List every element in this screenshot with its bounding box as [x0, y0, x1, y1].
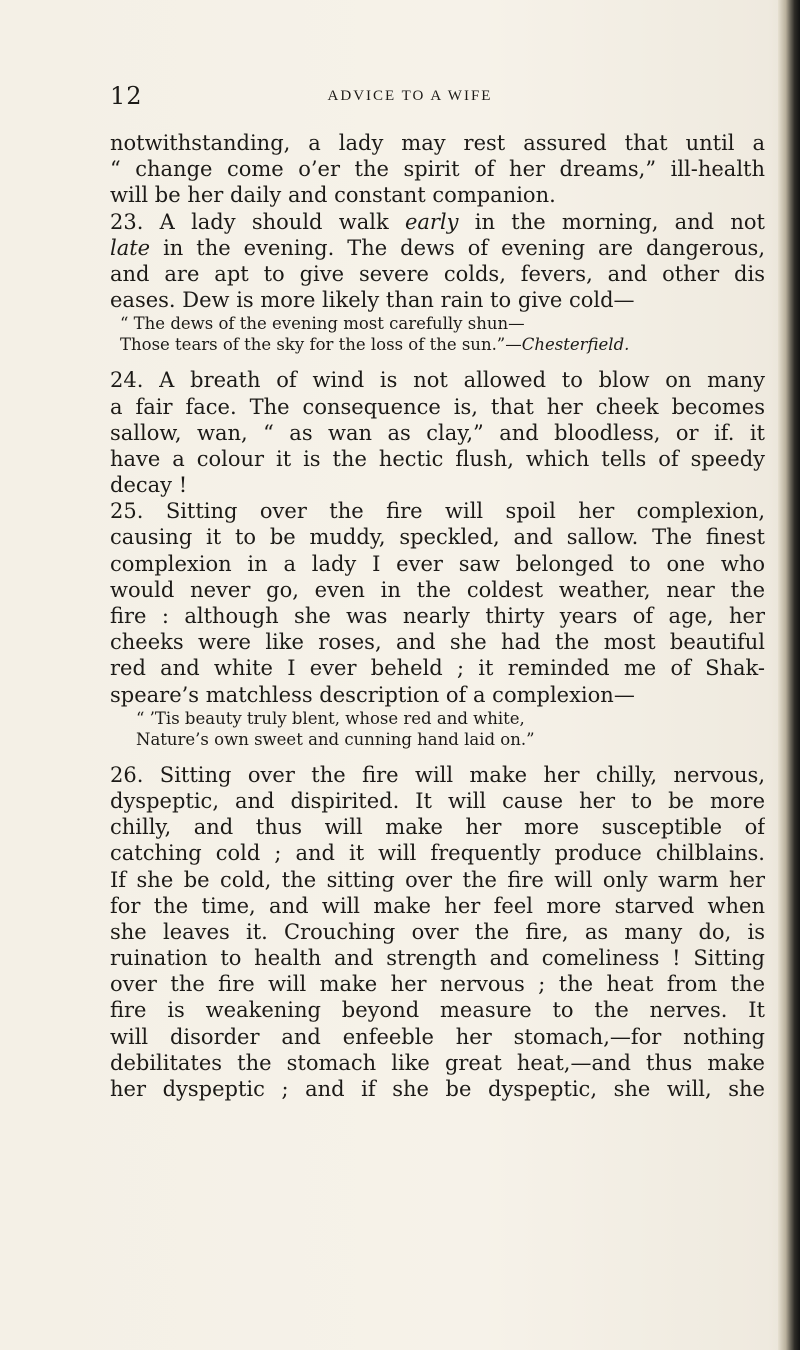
paragraph-23-line: late in the evening. The dews of evening are dangerous,: [110, 235, 765, 260]
paragraph-26-line: debilitates the stomach like great heat,—and thus make: [110, 1050, 765, 1075]
text-line: “ change come o’er the spirit of her dreams,” ill-health: [110, 157, 765, 182]
paragraph-24-line: a fair face. The consequence is, that her cheek becomes: [110, 394, 765, 419]
paragraph-25-line: speare’s matchless description of a complexion—: [110, 682, 635, 707]
paragraph-26-line: If she be cold, the sitting over the fire will only warm her: [110, 867, 765, 892]
paragraph-25-line: fire : although she was nearly thirty years of age, her: [110, 604, 765, 628]
paragraph-26-line: her dyspeptic ; and if she be dyspeptic, she will, she: [110, 1077, 765, 1101]
paragraph-26-line: will disorder and enfeeble her stomach,—for nothing: [110, 1024, 765, 1049]
paragraph-24-line: decay !: [110, 473, 188, 498]
quote-line: [110, 334, 765, 355]
emphasis-early: early: [404, 209, 459, 234]
paragraph-23-line: eases. Dew is more likely than rain to give cold—: [110, 288, 635, 313]
quote-line: Nature’s own sweet and cunning hand laid on.”: [136, 729, 535, 749]
paragraph-26-line: fire is weakening beyond measure to the nerves. It: [110, 998, 765, 1023]
quote-text: Those tears of the sky for the loss of the sun.”—: [120, 335, 522, 355]
paragraph-24-line: sallow, wan, “ as wan as clay,” and bloodless, or if. it: [110, 420, 765, 445]
quote-line: “ ’Tis beauty truly blent, whose red and white,: [136, 708, 525, 728]
paragraph-26-line: ruination to health and strength and comeliness ! Sitting: [110, 946, 765, 971]
paragraph-24-line: 24. A breath of wind is not allowed to blow on many: [110, 368, 765, 393]
page-number: 12: [110, 82, 143, 110]
paragraph-26-line: dyspeptic, and dispirited. It will cause her to be more: [110, 788, 765, 813]
running-title: ADVICE TO A WIFE: [327, 88, 493, 104]
quote-attribution: Chesterfield.: [521, 335, 630, 355]
text-line: will be her daily and constant companion.: [110, 183, 556, 208]
body-text: [110, 130, 765, 1102]
paragraph-25-line: complexion in a lady I ever saw belonged to one who: [110, 551, 765, 576]
paragraph-25-line: causing it to be muddy, speckled, and sallow. The finest: [110, 525, 765, 550]
paragraph-26-line: chilly, and thus will make her more susceptible of: [110, 815, 765, 840]
emphasis-late: late: [110, 235, 151, 260]
book-spine-shadow: [778, 0, 800, 1350]
text-line: notwithstanding, a lady may rest assured that until a: [110, 131, 765, 155]
running-head: [110, 82, 760, 116]
paragraph-23-line: and are apt to give severe colds, fevers, and other dis: [110, 261, 765, 286]
paragraph-25-line: red and white I ever beheld ; it reminded me of Shak-: [110, 656, 765, 681]
paragraph-26-line: for the time, and will make her feel more starved when: [110, 893, 765, 918]
paragraph-23-line: 23. A lady should walk early in the morning, and not: [110, 209, 765, 234]
paragraph-25-line: 25. Sitting over the fire will spoil her complexion,: [110, 499, 765, 524]
paragraph-26-line: she leaves it. Crouching over the fire, as many do, is: [110, 919, 765, 944]
paragraph-25-line: cheeks were like roses, and she had the most beautiful: [110, 630, 765, 655]
paragraph-26-line: catching cold ; and it will frequently produce chilblains.: [110, 841, 765, 866]
paragraph-26-line: 26. Sitting over the fire will make her chilly, nervous,: [110, 762, 765, 787]
quote-line: “ The dews of the evening most carefully shun—: [120, 314, 525, 334]
paragraph-25-line: would never go, even in the coldest weather, near the: [110, 577, 765, 602]
paragraph-26-line: over the fire will make her nervous ; the heat from the: [110, 972, 765, 997]
paragraph-24-line: have a colour it is the hectic flush, which tells of speedy: [110, 446, 765, 471]
